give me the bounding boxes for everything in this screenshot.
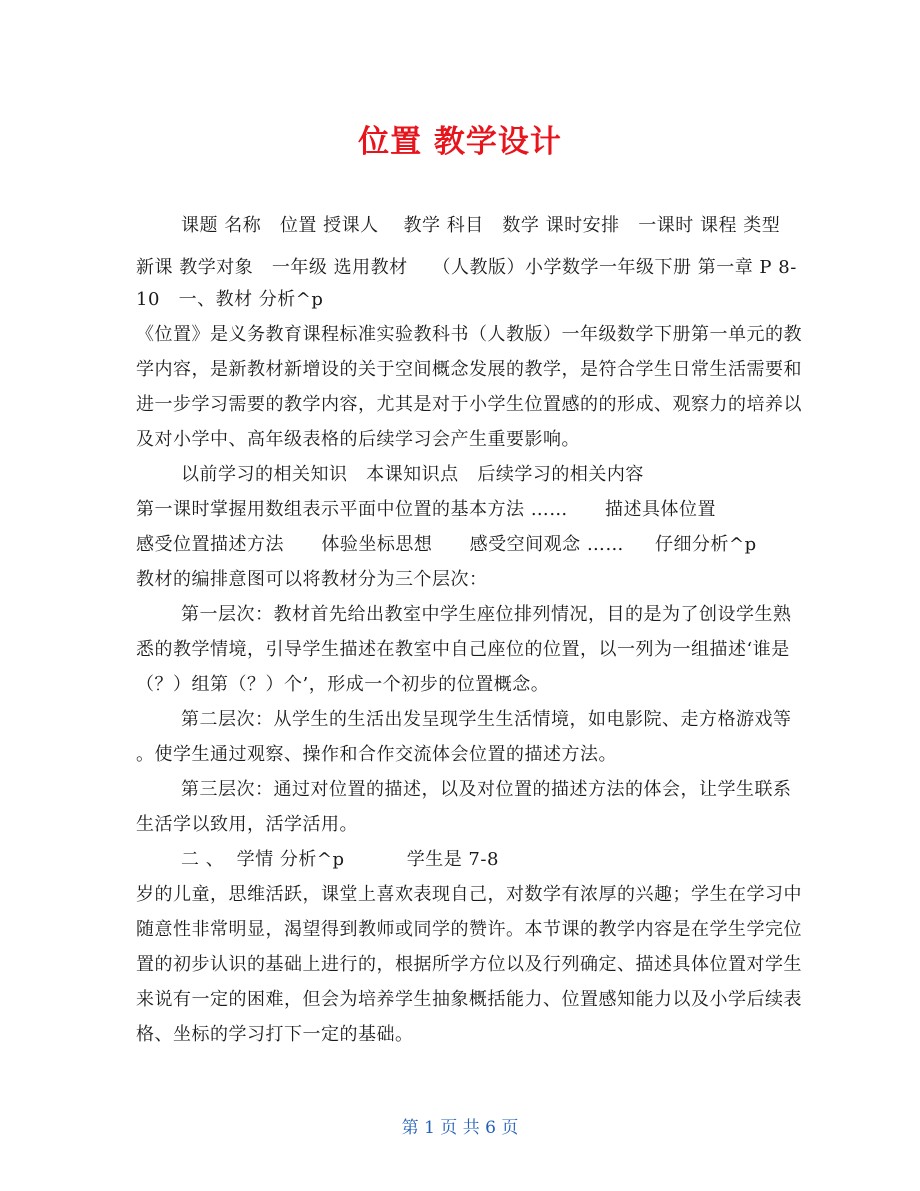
text-line: 第二层次：从学生的生活出发呈现学生生活情境，如电影院、走方格游戏等 (181, 709, 792, 730)
document-title: 位置 教学设计 (358, 124, 562, 160)
text-line: 生活学以致用，活学活用。 (136, 814, 358, 835)
text-line: 岁的儿童，思维活跃，课堂上喜欢表现自己，对数学有浓厚的兴趣；学生在学习中 (136, 884, 802, 905)
text-line: 第一课时掌握用数组表示平面中位置的基本方法 …… 描述具体位置 (136, 499, 717, 520)
text-line: 新课 教学对象 一年级 选用教材 （人教版）小学数学一年级下册 第一章 P 8- (136, 257, 797, 278)
page-number-footer: 第 1 页 共 6 页 (401, 1118, 519, 1138)
text-line: 悉的教学情境，引导学生描述在教室中自己座位的位置，以一列为一组描述‘谁是 (136, 639, 790, 660)
text-line: 来说有一定的困难，但会为培养学生抽象概括能力、位置感知能力以及小学后续表 (136, 989, 802, 1010)
text-line: 课题 名称 位置 授课人 教学 科目 数学 课时安排 一课时 课程 类型 (181, 215, 781, 236)
text-line: 进一步学习需要的教学内容，尤其是对于小学生位置感的的形成、观察力的培养以 (136, 394, 802, 415)
text-line: （？）组第（？）个’，形成一个初步的位置概念。 (136, 674, 550, 695)
text-line: 。使学生通过观察、操作和合作交流体会位置的描述方法。 (136, 744, 617, 765)
text-line: 格、坐标的学习打下一定的基础。 (136, 1024, 414, 1045)
text-line: 10 一、教材 分析^p (136, 289, 324, 310)
text-line: 学内容，是新教材新增设的关于空间概念发展的教学，是符合学生日常生活需要和 (136, 359, 802, 380)
text-line: 教材的编排意图可以将教材分为三个层次： (136, 569, 488, 590)
text-line: 第一层次：教材首先给出教室中学生座位排列情况，目的是为了创设学生熟 (181, 604, 792, 625)
text-line: 二 、 学情 分析^p 学生是 7-8 (181, 849, 499, 870)
text-line: 第三层次：通过对位置的描述，以及对位置的描述方法的体会，让学生联系 (181, 779, 792, 800)
text-line: 随意性非常明显，渴望得到教师或同学的赞许。本节课的教学内容是在学生学完位 (136, 919, 802, 940)
text-line: 感受位置描述方法 体验坐标思想 感受空间观念 …… 仔细分析^p (136, 534, 757, 555)
text-line: 《位置》是义务教育课程标准实验教科书（人教版）一年级数学下册第一单元的教 (136, 324, 802, 345)
text-line: 及对小学中、高年级表格的后续学习会产生重要影响。 (136, 429, 580, 450)
text-line: 置的初步认识的基础上进行的，根据所学方位以及行列确定、描述具体位置对学生 (136, 954, 802, 975)
text-line: 以前学习的相关知识 本课知识点 后续学习的相关内容 (181, 464, 644, 485)
